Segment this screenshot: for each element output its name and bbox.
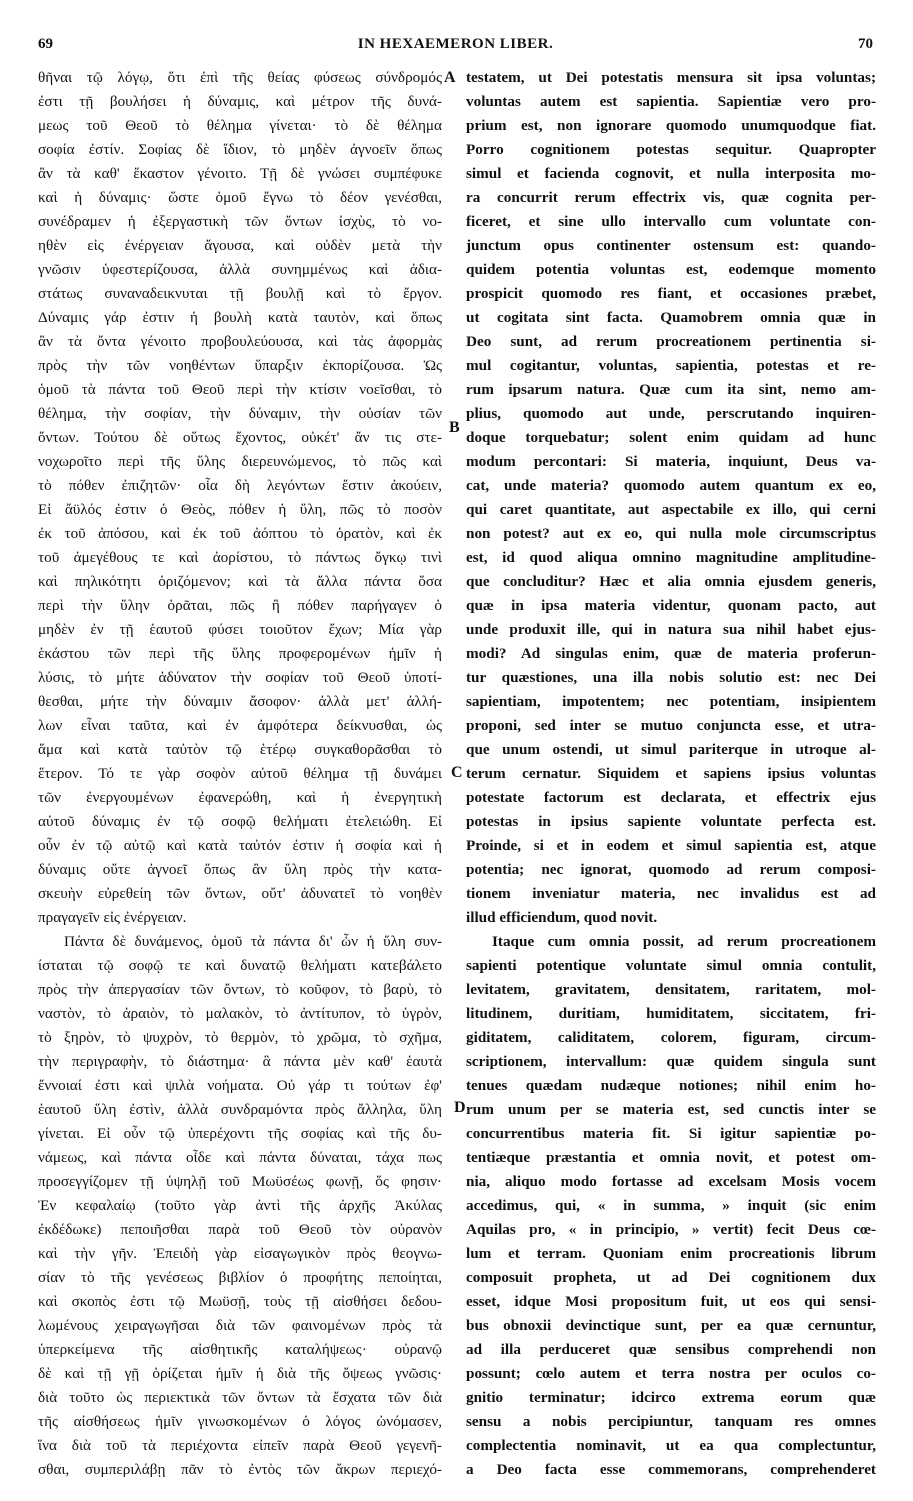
text-line: λων εἶναι ταῦτα, καὶ ἐν ἀμφότερα δείκνυσθαι, ὡς [38, 717, 442, 734]
text-line: στάτως συναναδεικνυται τῇ βουλῇ καὶ τὸ ἔργον. [38, 285, 442, 302]
text-line: potestate factorum est declarata, et effectrix ejus [466, 789, 876, 806]
text-line: gnitio terminatur; idcirco extrema eorum quæ [466, 1389, 876, 1406]
text-line: ἂν τὰ ὄντα γένοιτο προβουλεύουσα, καὶ τὰς ἀφορμὰς [38, 333, 442, 350]
text-line: doque torquebatur; solent enim quidam ad hunc [466, 429, 876, 446]
text-line: νάμεως, καὶ πάντα οἶδε καὶ πάντα δύναται, τάχα πως [38, 1149, 442, 1166]
text-line: ὄντων. Τούτου δὲ οὕτως ἔχοντος, οὐκέτ' ἄν τις στε- [38, 429, 442, 446]
text-line: qui caret quantitate, aut aspectabile ex illo, qui cerni [466, 501, 876, 518]
text-line: ut cogitata sint facta. Quamobrem omnia quæ in [466, 309, 876, 326]
latin-text-column [466, 66, 876, 1496]
text-line: συνέδραμεν ἡ ἐξεργαστικὴ τῶν ὄντων ἰσχὺς, τὸ νο- [38, 213, 442, 230]
text-line: mul cogitantur, voluntas, sapientia, potestas et re- [466, 357, 876, 374]
text-line: προσεγγίζομεν τῇ ὑψηλῇ τοῦ Μωϋσέως φωνῇ, ὅς φησιν· [38, 1173, 442, 1190]
text-line: ναστὸν, τὸ ἀραιὸν, τὸ μαλακὸν, τὸ ἀντίτυπον, τὸ ὑγρὸν, [38, 1005, 442, 1022]
text-line: τὸ πόθεν ἐπιζητῶν· οἷα δὴ λεγόντων ἔστιν ἀκούειν, [38, 477, 442, 494]
text-line: οὖν ἐν τῷ αὐτῷ καὶ κατὰ ταὐτόν ἐστιν ἡ σοφία καὶ ἡ [38, 837, 442, 854]
text-line: πρὸς τὴν ἀπεργασίαν τῶν ὄντων, τὸ κοῦφον, τὸ βαρὺ, τὸ [38, 981, 442, 998]
text-line: nia, aliquo modo fortasse ad excelsam Mosis vocem [466, 1173, 876, 1190]
text-line: est, id quod aliqua omnino magnitudine amplitudine- [466, 549, 876, 566]
text-line: ἕτερον. Τό τε γὰρ σοφὸν αὐτοῦ θέλημα τῇ δυνάμει [38, 765, 442, 782]
text-line: quidem potentia voluntas est, eodemque momento [466, 261, 876, 278]
text-line: bus obnoxii devinctique sunt, per ea quæ cernuntur, [466, 1317, 876, 1334]
text-line: cat, unde materia? quomodo autem quantum ex eo, [466, 477, 876, 494]
text-line: junctum opus continenter ostensum est: quando- [466, 237, 876, 254]
text-line: ra concurrit rerum effectrix vis, quæ cognita per- [466, 189, 876, 206]
text-line: γνῶσιν ὑφεστερίζουσα, ἀλλὰ συνημμένως καὶ ἀδια- [38, 261, 442, 278]
text-line: δὲ καὶ τῇ γῇ ὁρίζεται ἡμῖν ἡ διὰ τῆς ὄψεως γνῶσις· [38, 1365, 442, 1382]
text-line: accedimus, qui, « in summa, » inquit (sic enim [466, 1197, 876, 1214]
section-marker-c: C [451, 764, 463, 781]
text-line: Deo sunt, ad rerum procreationem pertinentia si- [466, 333, 876, 350]
section-marker-d: D [454, 1099, 466, 1116]
text-line: simul et facienda cognovit, et nulla interposita mo- [466, 165, 876, 182]
text-line: νοχωροῖτο περὶ τῆς ὕλης διερευνώμενος, τὸ πῶς καὶ [38, 453, 442, 470]
text-line: ίσταται τῷ σοφῷ τε καὶ δυνατῷ θελήματι κατεβάλετο [38, 957, 442, 974]
text-line: que unum ostendi, ut simul pariterque in utroque al- [466, 741, 876, 758]
text-line: prospicit quomodo res fiant, et occasiones præbet, [466, 285, 876, 302]
text-line: τῆς αἰσθήσεως ἡμῖν γινωσκομένων ὁ λόγος ὠνόμασεν, [38, 1413, 442, 1430]
text-line: illud efficiendum, quod novit. [466, 909, 658, 926]
text-line: καὶ σκοπὸς ἐστι τῷ Μωϋσῇ, τοὺς τῇ αἰσθήσει δεδου- [38, 1293, 442, 1310]
text-line: potentia; nec ignorat, quomodo ad rerum composi- [466, 861, 876, 878]
text-line: testatem, ut Dei potestatis mensura sit ipsa voluntas; [466, 69, 876, 86]
text-line: possunt; cœlo autem et terra nostra per oculos co- [466, 1365, 876, 1382]
text-line: ἑκάστου τῶν περὶ τῆς ὕλης προφερομένων ἡμῖν ἡ [38, 645, 442, 662]
text-line: levitatem, gravitatem, densitatem, raritatem, mol- [466, 981, 876, 998]
text-line: esset, idque Mosi propositum fuit, ut eos qui sensi- [466, 1293, 876, 1310]
text-line: ηθὲν εἰς ἐνέργειαν ἄγουσα, καὶ οὐδὲν μετὰ τὴν [38, 237, 442, 254]
text-line: ὁμοῦ τὰ πάντα τοῦ Θεοῦ περὶ τὴν κτίσιν νοεῖσθαι, τὸ [38, 381, 442, 398]
text-line: Itaque cum omnia possit, ad rerum procreationem [492, 933, 876, 950]
text-line: sapientiam, impotentem; nec potentiam, insipientem [466, 693, 876, 710]
text-line: μηδὲν ἐν τῇ ἑαυτοῦ φύσει τοιοῦτον ἔχων; Μία γὰρ [38, 621, 442, 638]
text-line: καὶ τὴν γῆν. Ἐπειδὴ γὰρ εἰσαγωγικὸν πρὸς θεογνω- [38, 1245, 442, 1262]
text-line: μεως τοῦ Θεοῦ τὸ θέλημα γίνεται· τὸ δὲ θέλημα [38, 117, 442, 134]
text-line: ἑαυτοῦ ὕλη ἐστὶν, ἀλλὰ συνδραμόντα πρὸς ἄλληλα, ὕλη [38, 1101, 442, 1118]
text-line: ad illa perduceret quæ sensibus comprehendi non [466, 1341, 876, 1358]
text-line: litudinem, duritiam, humiditatem, siccitatem, fri- [466, 1005, 876, 1022]
text-line: rum ipsarum natura. Quæ cum ita sint, nemo am- [466, 381, 876, 398]
text-line: que concluditur? Hæc et alia omnia ejusdem generis, [466, 573, 876, 590]
text-line: πρὸς τὴν τῶν νοηθέντων ὕπαρξιν ἐκπορίζουσα. Ὡς [38, 357, 442, 374]
text-line: ἔννοιαί ἐστι καὶ ψιλὰ νοήματα. Οὐ γάρ τι τούτων ἐφ' [38, 1077, 442, 1094]
text-line: Εἰ ἄϋλός ἐστιν ὁ Θεὸς, πόθεν ἡ ὕλη, πῶς τὸ ποσὸν [38, 501, 442, 518]
running-head [38, 36, 873, 60]
text-line: γίνεται. Εἰ οὖν τῷ ὑπερέχοντι τῆς σοφίας καὶ τῆς δυ- [38, 1125, 442, 1142]
text-line: potestas in ipsius sapiente voluntate perfecta est. [466, 813, 876, 830]
text-line: Πάντα δὲ δυνάμενος, ὁμοῦ τὰ πάντα δι' ὧν ἡ ὕλη συν- [64, 933, 442, 950]
text-line: Δύναμις γάρ ἐστιν ἡ βουλὴ κατὰ ταυτὸν, καὶ ὅπως [38, 309, 442, 326]
text-line: ἵνα διὰ τοῦ τὰ περιέχοντα εἰπεῖν παρὰ Θεοῦ γεγενῆ- [38, 1437, 442, 1454]
text-line: τοῦ ἀμεγέθους τε καὶ ἀορίστου, τὸ πάντως ὄγκῳ τινὶ [38, 549, 442, 566]
text-line: σοφία ἐστίν. Σοφίας δὲ ἴδιον, τὸ μηδὲν ἀγνοεῖν ὅπως [38, 141, 442, 158]
text-line: tionem inveniatur materia, nec invalidus est ad [466, 885, 876, 902]
text-line: πραγαγεῖν εἰς ἐνέργειαν. [38, 909, 187, 926]
text-line: ἂν τὰ καθ' ἕκαστον γένοιτο. Τῇ δὲ γνώσει συμπέφυκε [38, 165, 442, 182]
text-line: quæ in ipsa materia videntur, quonam pacto, aut [466, 597, 876, 614]
text-line: a Deo facta esse commemorans, comprehenderet [466, 1461, 876, 1478]
text-line: terum cernatur. Siquidem et sapiens ipsius voluntas [466, 765, 876, 782]
text-line: ἐστι τῇ βουλήσει ἡ δύναμις, καὶ μέτρον τῆς δυνά- [38, 93, 442, 110]
text-line: λύσις, τὸ μήτε ἀδύνατον τὴν σοφίαν τοῦ Θεοῦ ὑποτί- [38, 669, 442, 686]
text-line: λωμένους χειραγωγῆσαι διὰ τῶν φαινομένων πρὸς τὰ [38, 1317, 442, 1334]
text-line: ἐκδέδωκε) πεποιῆσθαι παρὰ τοῦ Θεοῦ τὸν οὐρανὸν [38, 1221, 442, 1238]
text-line: prium est, non ignorare quomodo unumquodque fiat. [466, 117, 876, 134]
text-line: concurrentibus materia fit. Si igitur sapientiæ po- [466, 1125, 876, 1142]
section-marker-b: B [449, 419, 460, 436]
running-title: IN HEXAEMERON LIBER. [357, 36, 554, 52]
text-line: modi? Ad singulas enim, quæ de materia proferun- [466, 645, 876, 662]
text-line: sensu a nobis percipiuntur, tanquam res omnes [466, 1413, 876, 1430]
text-line: τῶν ἐνεργουμένων ἐφανερώθη, καὶ ἡ ἐνεργητικὴ [38, 789, 442, 806]
text-line: ficeret, et sine ullo intervallo cum voluntate con- [466, 213, 876, 230]
text-line: Porro cognitionem potestas sequitur. Quapropter [466, 141, 876, 158]
text-line: complectentia nominavit, ut ea qua complectuntur, [466, 1437, 876, 1454]
text-line: unde produxit ille, qui in natura sua nihil habet ejus- [466, 621, 876, 638]
text-line: ἅμα καὶ κατὰ ταὐτὸν τῷ ἑτέρῳ συγκαθορᾶσθαι τὸ [38, 741, 442, 758]
text-line: θῆναι τῷ λόγῳ, ὅτι ἐπὶ τῆς θείας φύσεως σύνδρομός [38, 69, 442, 86]
greek-text-column [38, 66, 442, 1496]
left-page-number: 69 [38, 36, 53, 52]
text-line: σκευὴν εὐρεθείη τῶν ὄντων, οὔτ' ἀδυνατεῖ τὸ νοηθὲν [38, 885, 442, 902]
text-line: giditatem, caliditatem, colorem, figuram, circum- [466, 1029, 876, 1046]
text-line: δύναμις οὔτε ἀγνοεῖ ὅπως ἂν ὕλη πρὸς τὴν κατα- [38, 861, 442, 878]
text-line: modum percontari: Si materia, inquiunt, Deus va- [466, 453, 876, 470]
text-line: lum et terram. Quoniam enim procreationis librum [466, 1245, 876, 1262]
text-line: proponi, sed inter se mutuo conjuncta esse, et utra- [466, 717, 876, 734]
text-line: scriptionem, intervallum: quæ quidem singula sunt [466, 1053, 876, 1070]
text-line: rum unum per se materia est, sed cunctis inter se [466, 1101, 876, 1118]
text-line: τὸ ξηρὸν, τὸ ψυχρὸν, τὸ θερμὸν, τὸ χρῶμα, τὸ σχῆμα, [38, 1029, 442, 1046]
text-line: καὶ ἡ δύναμις· ὥστε ὁμοῦ ἔγνω τὸ δέον γενέσθαι, [38, 189, 442, 206]
text-line: τὴν περιγραφὴν, τὸ διάστημα· ἃ πάντα μὲν καθ' ἑαυτὰ [38, 1053, 442, 1070]
text-line: voluntas autem est sapientia. Sapientiæ vero pro- [466, 93, 876, 110]
text-line: sapienti potentique voluntate simul omnia contulit, [466, 957, 876, 974]
text-line: tenues quædam nudæque notiones; nihil enim ho- [466, 1077, 876, 1094]
text-line: ὑπερκείμενα τῆς αἰσθητικῆς καταλήψεως· οὐρανῷ [38, 1341, 442, 1358]
text-line: Ἐν κεφαλαίῳ (τοῦτο γὰρ ἀντὶ τῆς ἀρχῆς Ἀκύλας [38, 1197, 442, 1214]
text-line: tentiæque præstantia et omnia novit, et potest om- [466, 1149, 876, 1166]
text-line: ἐκ τοῦ ἀπόσου, καὶ ἐκ τοῦ ἀόπτου τὸ ὁρατὸν, καὶ ἐκ [38, 525, 442, 542]
text-line: plius, quomodo aut unde, perscrutando inquiren- [466, 405, 876, 422]
text-line: Proinde, si et in eodem et simul sapientia est, atque [466, 837, 876, 854]
text-line: σθαι, συμπεριλάβῃ πᾶν τὸ ἐντὸς τῶν ἄκρων περιεχό- [38, 1461, 442, 1478]
text-line: non potest? aut ex eo, qui nulla mole circumscriptus [466, 525, 876, 542]
text-line: θέλημα, τὴν σοφίαν, τὴν δύναμιν, τὴν οὐσίαν τῶν [38, 405, 442, 422]
right-page-number: 70 [858, 36, 873, 52]
text-line: θεσθαι, μήτε τὴν δύναμιν ἄσοφον· ἀλλὰ μετ' ἀλλή- [38, 693, 442, 710]
text-line: Aquilas pro, « in principio, » vertit) fecit Deus cœ- [466, 1221, 876, 1238]
text-line: καὶ πηλικότητι ὁριζόμενον; καὶ τὰ ἄλλα πάντα ὅσα [38, 573, 442, 590]
text-line: tur quæstiones, una illa nobis solutio est: nec Dei [466, 669, 876, 686]
text-line: περὶ τὴν ὕλην ὁρᾶται, πῶς ἢ πόθεν παρήγαγεν ὁ [38, 597, 442, 614]
text-line: διὰ τοῦτο ὡς περιεκτικὰ τῶν ὄντων τὰ ἔσχατα τῶν διὰ [38, 1389, 442, 1406]
text-line: αὐτοῦ δύναμις ἐν τῷ σοφῷ θελήματι ἐτελειώθη. Εἰ [38, 813, 442, 830]
text-line: σίαν τὸ τῆς γενέσεως βιβλίον ὁ προφήτης πεποίηται, [38, 1269, 442, 1286]
text-line: composuit propheta, ut ad Dei cognitionem dux [466, 1269, 876, 1286]
section-marker-a: A [444, 69, 456, 86]
